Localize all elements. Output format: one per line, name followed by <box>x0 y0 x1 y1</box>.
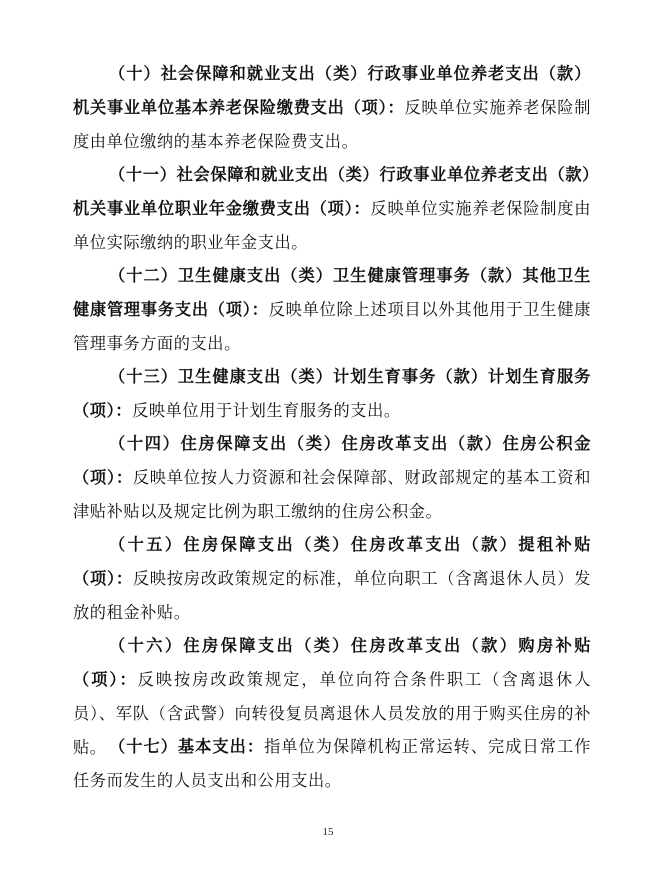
paragraph-14 <box>73 427 591 529</box>
paragraph-heading: （十三）卫生健康支出（类）计划生育事务（款）计划生育服务（项）： <box>73 367 591 420</box>
paragraph-body: 反映单位实施养老保险制度由单位缴纳的基本养老保险费支出。 <box>73 98 591 151</box>
paragraph-body: 反映单位用于计划生育服务的支出。 <box>132 401 401 420</box>
paragraph-11 <box>73 158 591 260</box>
paragraph-heading: （十二）卫生健康支出（类）卫生健康管理事务（款）其他卫生健康管理事务支出（项）： <box>73 266 591 319</box>
paragraph-body: 反映按房改政策规定，单位向符合条件职工（含离退休人员）、军队（含武警）向转役复员离退休人员发放的用于购买住房的补贴。 <box>73 670 592 757</box>
paragraph-body: 指单位为保障机构正常运转、完成日常工作任务而发生的人员支出和公用支出。 <box>73 737 591 790</box>
page-number: 15 <box>322 826 334 838</box>
paragraph-body: 反映按房改政策规定的标准，单位向职工（含离退休人员）发放的租金补贴。 <box>73 569 591 622</box>
paragraph-body: 反映单位除上述项目以外其他用于卫生健康管理事务方面的支出。 <box>73 300 591 353</box>
paragraph-heading: （十）社会保障和就业支出（类）行政事业单位养老支出（款）机关事业单位基本养老保险缴费支出（项）： <box>73 64 591 117</box>
paragraph-heading: （十一）社会保障和就业支出（类）行政事业单位养老支出（款）机关事业单位职业年金缴费支出（项）： <box>73 165 591 218</box>
paragraph-17 <box>73 730 591 798</box>
paragraph-12 <box>73 259 591 361</box>
paragraph-15 <box>73 528 591 630</box>
paragraph-heading: （十七）基本支出： <box>109 737 265 756</box>
paragraph-10 <box>73 57 591 159</box>
paragraph-body: 反映单位按人力资源和社会保障部、财政部规定的基本工资和津贴补贴以及规定比例为职工缴纳的住房公积金。 <box>73 468 591 521</box>
paragraph-13 <box>73 360 591 428</box>
paragraph-heading: （十四）住房保障支出（类）住房改革支出（款）住房公积金（项）： <box>73 434 591 487</box>
paragraph-heading: （十六）住房保障支出（类）住房改革支出（款）购房补贴（项）： <box>73 636 591 689</box>
paragraph-body: 反映单位实施养老保险制度由单位实际缴纳的职业年金支出。 <box>73 199 591 252</box>
paragraph-heading: （十五）住房保障支出（类）住房改革支出（款）提租补贴（项）： <box>73 535 591 588</box>
